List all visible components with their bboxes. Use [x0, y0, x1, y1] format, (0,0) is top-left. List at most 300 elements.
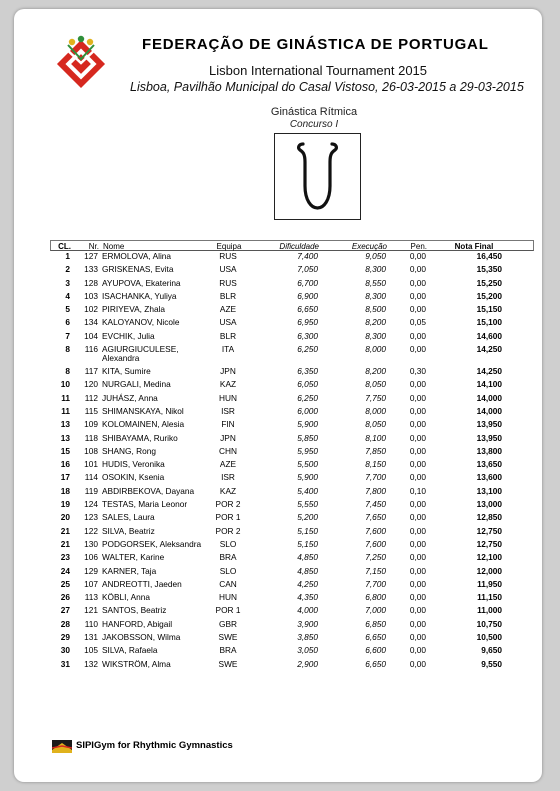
cell-cl: 6 — [65, 317, 70, 328]
cell-dif: 4,850 — [297, 552, 318, 563]
table-row — [50, 251, 534, 264]
cell-pen: 0,00 — [409, 525, 426, 536]
cell-cl: 2 — [65, 264, 70, 275]
tournament-title: Lisbon International Tournament 2015 — [208, 63, 428, 78]
cell-nr: 127 — [84, 251, 98, 261]
cell-final: 15,350 — [476, 264, 502, 275]
cell-cl: 8 — [65, 366, 70, 377]
cell-nr: 117 — [84, 366, 98, 377]
col-execution: Execução — [351, 242, 387, 251]
cell-dif: 3,050 — [297, 645, 318, 656]
cell-final: 9,550 — [481, 658, 502, 669]
cell-name: GRISKENAS, Evita — [102, 264, 174, 275]
cell-final: 12,750 — [476, 538, 502, 549]
table-row — [50, 552, 534, 565]
cell-cl: 8 — [65, 344, 70, 355]
cell-team: BRA — [219, 645, 237, 656]
cell-dif: 7,050 — [297, 264, 318, 275]
cell-team: AZE — [219, 304, 237, 315]
cell-exe: 8,000 — [365, 405, 386, 416]
cell-name-line2: Alexandra — [102, 353, 140, 364]
table-row — [50, 539, 534, 552]
cell-dif: 5,950 — [297, 445, 318, 456]
cell-final: 12,750 — [476, 525, 502, 536]
table-row — [50, 379, 534, 392]
cell-nr: 124 — [84, 499, 98, 510]
cell-pen: 0,00 — [409, 344, 426, 355]
table-row — [50, 446, 534, 459]
cell-pen: 0,00 — [409, 392, 426, 403]
cell-name: SHANG, Rong — [102, 445, 156, 456]
cell-team: ISR — [221, 472, 235, 483]
cell-name: NURGALI, Medina — [102, 379, 171, 390]
cell-exe: 8,100 — [365, 432, 386, 443]
cell-pen: 0,00 — [409, 277, 426, 288]
cell-pen: 0,00 — [409, 605, 426, 616]
cell-dif: 5,400 — [297, 485, 318, 496]
cell-team: BLR — [219, 330, 237, 341]
cell-exe: 7,250 — [365, 552, 386, 563]
cell-exe: 8,200 — [365, 366, 386, 377]
cell-dif: 5,500 — [297, 459, 318, 470]
cell-cl: 18 — [60, 485, 70, 496]
cell-team: SLO — [219, 565, 237, 576]
results-page — [14, 9, 542, 782]
cell-dif: 6,300 — [297, 330, 318, 341]
cell-final: 13,000 — [476, 499, 502, 510]
cell-nr: 128 — [84, 277, 98, 288]
cell-team: KAZ — [219, 485, 237, 496]
cell-team: CAN — [219, 578, 237, 589]
cell-name: AYUPOVA, Ekaterina — [102, 277, 181, 288]
discipline-label: Ginástica Rítmica — [270, 106, 358, 118]
cell-nr: 109 — [84, 419, 98, 430]
cell-final: 15,100 — [476, 317, 502, 328]
cell-dif: 6,250 — [297, 344, 318, 355]
cell-pen: 0,00 — [409, 538, 426, 549]
cell-dif: 4,850 — [297, 565, 318, 576]
cell-pen: 0,00 — [409, 645, 426, 656]
col-final: Nota Final — [454, 242, 494, 251]
cell-cl: 27 — [60, 605, 70, 616]
cell-team: HUN — [219, 392, 237, 403]
cell-pen: 0,00 — [409, 304, 426, 315]
cell-dif: 6,350 — [297, 366, 318, 377]
table-row — [50, 645, 534, 658]
cell-team: SLO — [219, 538, 237, 549]
cell-name: ANDREOTTI, Jaeden — [102, 578, 182, 589]
cell-cl: 19 — [60, 499, 70, 510]
cell-name: KITA, Sumire — [102, 366, 151, 377]
cell-exe: 7,150 — [365, 565, 386, 576]
col-nr: Nr. — [88, 242, 99, 251]
table-row — [50, 579, 534, 592]
cell-cl: 5 — [65, 304, 70, 315]
cell-exe: 6,650 — [365, 632, 386, 643]
cell-nr: 110 — [84, 618, 98, 629]
cell-pen: 0,00 — [409, 405, 426, 416]
cell-exe: 7,450 — [365, 499, 386, 510]
table-row — [50, 526, 534, 539]
cell-team: KAZ — [219, 379, 237, 390]
cell-nr: 113 — [84, 592, 98, 603]
cell-pen: 0,00 — [409, 632, 426, 643]
footer-text: SIPIGym for Rhythmic Gymnastics — [76, 740, 233, 751]
cell-pen: 0,00 — [409, 578, 426, 589]
cell-exe: 7,800 — [365, 485, 386, 496]
cell-pen: 0,00 — [409, 379, 426, 390]
col-team: Equipa — [216, 242, 242, 251]
cell-cl: 20 — [60, 512, 70, 523]
cell-cl: 29 — [60, 632, 70, 643]
cell-dif: 5,900 — [297, 472, 318, 483]
cell-nr: 119 — [84, 485, 98, 496]
cell-team: BLR — [219, 290, 237, 301]
cell-nr: 129 — [84, 565, 98, 576]
cell-dif: 3,900 — [297, 618, 318, 629]
cell-dif: 5,550 — [297, 499, 318, 510]
cell-team: FIN — [221, 419, 235, 430]
cell-cl: 21 — [60, 525, 70, 536]
cell-dif: 5,200 — [297, 512, 318, 523]
cell-final: 10,750 — [476, 618, 502, 629]
table-row — [50, 304, 534, 317]
cell-name: EVCHIK, Julia — [102, 330, 155, 341]
cell-nr: 131 — [84, 632, 98, 643]
cell-exe: 7,650 — [365, 512, 386, 523]
cell-pen: 0,00 — [409, 658, 426, 669]
cell-pen: 0,05 — [409, 317, 426, 328]
table-row — [50, 278, 534, 291]
cell-team: POR 2 — [215, 499, 241, 510]
cell-cl: 21 — [60, 538, 70, 549]
cell-nr: 133 — [84, 264, 98, 275]
cell-final: 14,000 — [476, 405, 502, 416]
cell-final: 11,950 — [477, 578, 502, 589]
cell-team: GBR — [219, 618, 237, 629]
cell-pen: 0,00 — [409, 512, 426, 523]
table-row — [50, 406, 534, 419]
cell-dif: 7,400 — [297, 251, 318, 261]
cell-exe: 7,700 — [365, 578, 386, 589]
cell-name: SILVA, Rafaela — [102, 645, 158, 656]
table-row — [50, 291, 534, 304]
cell-pen: 0,00 — [409, 565, 426, 576]
cell-nr: 115 — [84, 405, 98, 416]
results-table — [50, 240, 534, 672]
cell-nr: 132 — [84, 658, 98, 669]
cell-final: 11,150 — [477, 592, 502, 603]
cell-exe: 6,800 — [365, 592, 386, 603]
cell-exe: 8,150 — [365, 459, 386, 470]
cell-dif: 6,700 — [297, 277, 318, 288]
table-row — [50, 499, 534, 512]
cell-name: WALTER, Karine — [102, 552, 165, 563]
cell-final: 13,950 — [476, 419, 502, 430]
cell-nr: 105 — [84, 645, 98, 656]
cell-nr: 104 — [84, 330, 98, 341]
cell-cl: 31 — [60, 658, 70, 669]
cell-final: 15,200 — [476, 290, 502, 301]
cell-name: KARNER, Taja — [102, 565, 157, 576]
cell-name: SALES, Laura — [102, 512, 155, 523]
cell-dif: 4,000 — [297, 605, 318, 616]
cell-name: JUHÁSZ, Anna — [102, 392, 158, 403]
cell-team: RUS — [219, 251, 237, 261]
cell-team: HUN — [219, 592, 237, 603]
cell-pen: 0,00 — [409, 618, 426, 629]
cell-name: SANTOS, Beatriz — [102, 605, 167, 616]
cell-name: WIKSTRÖM, Alma — [102, 658, 171, 669]
cell-cl: 30 — [60, 645, 70, 656]
cell-pen: 0,00 — [409, 290, 426, 301]
cell-final: 14,250 — [476, 344, 502, 355]
cell-dif: 4,250 — [297, 578, 318, 589]
table-row — [50, 605, 534, 618]
cell-exe: 6,600 — [365, 645, 386, 656]
cell-cl: 15 — [60, 445, 70, 456]
cell-nr: 118 — [84, 432, 98, 443]
cell-exe: 7,000 — [365, 605, 386, 616]
cell-name: TESTAS, Maria Leonor — [102, 499, 188, 510]
table-row — [50, 592, 534, 605]
table-header — [50, 240, 534, 251]
cell-dif: 4,350 — [297, 592, 318, 603]
cell-pen: 0,30 — [409, 366, 426, 377]
cell-cl: 25 — [60, 578, 70, 589]
cell-team: ITA — [221, 344, 235, 355]
table-row — [50, 566, 534, 579]
table-row — [50, 331, 534, 344]
table-row — [50, 486, 534, 499]
cell-nr: 122 — [84, 525, 98, 536]
cell-team: ISR — [221, 405, 235, 416]
cell-dif: 6,900 — [297, 290, 318, 301]
cell-cl: 7 — [65, 330, 70, 341]
cell-dif: 5,150 — [297, 538, 318, 549]
federation-title: FEDERAÇÃO DE GINÁSTICA DE PORTUGAL — [142, 36, 489, 53]
cell-cl: 24 — [60, 565, 70, 576]
cell-exe: 8,500 — [365, 304, 386, 315]
cell-exe: 7,850 — [365, 445, 386, 456]
table-row — [50, 459, 534, 472]
cell-exe: 8,050 — [365, 379, 386, 390]
cell-exe: 9,050 — [365, 251, 386, 261]
cell-name: SHIBAYAMA, Ruriko — [102, 432, 178, 443]
cell-final: 12,000 — [476, 565, 502, 576]
cell-team: POR 1 — [215, 605, 241, 616]
cell-nr: 121 — [84, 605, 98, 616]
cell-name: KOLOMAINEN, Alesia — [102, 419, 185, 430]
cell-cl: 10 — [60, 379, 70, 390]
cell-final: 9,650 — [481, 645, 502, 656]
cell-exe: 8,300 — [365, 290, 386, 301]
cell-name: JAKOBSSON, Wilma — [102, 632, 181, 643]
cell-cl: 23 — [60, 552, 70, 563]
cell-pen: 0,00 — [409, 472, 426, 483]
cell-cl: 11 — [61, 392, 70, 403]
col-penalty: Pen. — [410, 242, 427, 251]
table-row — [50, 264, 534, 277]
cell-nr: 123 — [84, 512, 98, 523]
table-row — [50, 419, 534, 432]
cell-exe: 7,600 — [365, 538, 386, 549]
col-name: Nome — [103, 242, 125, 251]
cell-nr: 134 — [84, 317, 98, 328]
cell-dif: 3,850 — [297, 632, 318, 643]
cell-cl: 3 — [65, 277, 70, 288]
cell-name: OSOKIN, Ksenia — [102, 472, 165, 483]
competition-label: Concurso I — [289, 119, 339, 130]
cell-final: 13,650 — [476, 459, 502, 470]
cell-dif: 2,900 — [297, 658, 318, 669]
table-row — [50, 472, 534, 485]
cell-nr: 130 — [84, 538, 98, 549]
cell-cl: 13 — [60, 432, 70, 443]
cell-team: POR 2 — [215, 525, 241, 536]
cell-final: 14,100 — [476, 379, 502, 390]
cell-exe: 6,650 — [365, 658, 386, 669]
cell-nr: 102 — [84, 304, 98, 315]
cell-exe: 8,300 — [365, 330, 386, 341]
sipigym-logo-icon — [52, 740, 72, 753]
table-row — [50, 512, 534, 525]
cell-final: 13,100 — [476, 485, 502, 496]
table-row — [50, 619, 534, 632]
cell-final: 11,000 — [477, 605, 502, 616]
cell-exe: 7,600 — [365, 525, 386, 536]
cell-exe: 8,000 — [365, 344, 386, 355]
cell-cl: 28 — [60, 618, 70, 629]
cell-team: CHN — [219, 445, 237, 456]
cell-pen: 0,00 — [409, 592, 426, 603]
cell-name: AGIURGIUCULESE, — [102, 344, 179, 355]
cell-cl: 4 — [65, 290, 70, 301]
cell-name: KÖBLI, Anna — [102, 592, 150, 603]
cell-final: 14,600 — [476, 330, 502, 341]
cell-nr: 108 — [84, 445, 98, 456]
cell-team: USA — [219, 317, 237, 328]
table-row — [50, 317, 534, 330]
cell-exe: 7,750 — [365, 392, 386, 403]
cell-team: AZE — [219, 459, 237, 470]
table-row — [50, 393, 534, 406]
cell-pen: 0,00 — [409, 432, 426, 443]
col-cl: CL. — [58, 242, 71, 251]
cell-nr: 114 — [84, 472, 98, 483]
cell-nr: 103 — [84, 290, 98, 301]
cell-name: ISACHANKA, Yuliya — [102, 290, 177, 301]
cell-exe: 8,050 — [365, 419, 386, 430]
cell-pen: 0,10 — [409, 485, 426, 496]
cell-team: SWE — [218, 632, 238, 643]
cell-final: 12,850 — [476, 512, 502, 523]
cell-final: 16,450 — [476, 251, 502, 261]
cell-name: PIRIYEVA, Zhala — [102, 304, 166, 315]
table-row — [50, 433, 534, 446]
cell-team: JPN — [220, 432, 236, 443]
cell-pen: 0,00 — [409, 499, 426, 510]
cell-dif: 6,050 — [297, 379, 318, 390]
cell-final: 14,000 — [476, 392, 502, 403]
cell-name: ERMOLOVA, Alina — [102, 251, 172, 261]
cell-final: 13,950 — [476, 432, 502, 443]
cell-name: KALOYANOV, Nicole — [102, 317, 180, 328]
cell-final: 10,500 — [476, 632, 502, 643]
cell-dif: 6,000 — [297, 405, 318, 416]
cell-exe: 7,700 — [365, 472, 386, 483]
cell-team: JPN — [220, 366, 236, 377]
cell-cl: 1 — [65, 251, 70, 261]
cell-cl: 26 — [60, 592, 70, 603]
cell-nr: 107 — [84, 578, 98, 589]
cell-final: 13,600 — [476, 472, 502, 483]
cell-name: HANFORD, Abigail — [102, 618, 173, 629]
cell-team: SWE — [218, 658, 238, 669]
cell-pen: 0,00 — [409, 552, 426, 563]
cell-pen: 0,00 — [409, 419, 426, 430]
cell-exe: 8,300 — [365, 264, 386, 275]
cell-dif: 6,950 — [297, 317, 318, 328]
cell-cl: 11 — [61, 405, 70, 416]
table-row — [50, 632, 534, 645]
cell-final: 13,800 — [476, 445, 502, 456]
cell-dif: 6,250 — [297, 392, 318, 403]
col-difficulty: Dificuldade — [279, 242, 319, 251]
cell-exe: 8,200 — [365, 317, 386, 328]
cell-nr: 112 — [84, 392, 98, 403]
cell-final: 15,150 — [476, 304, 502, 315]
cell-nr: 101 — [84, 459, 98, 470]
cell-name: ABDIRBEKOVA, Dayana — [102, 485, 195, 496]
cell-cl: 17 — [60, 472, 70, 483]
cell-final: 15,250 — [476, 277, 502, 288]
cell-nr: 106 — [84, 552, 98, 563]
cell-dif: 5,850 — [297, 432, 318, 443]
cell-team: BRA — [219, 552, 237, 563]
cell-pen: 0,00 — [409, 459, 426, 470]
cell-dif: 5,900 — [297, 419, 318, 430]
cell-nr: 116 — [84, 344, 98, 355]
cell-pen: 0,00 — [409, 264, 426, 275]
venue-line: Lisboa, Pavilhão Municipal do Casal Vistoso, 26-03-2015 a 29-03-2015 — [130, 80, 524, 94]
cell-team: RUS — [219, 277, 237, 288]
cell-cl: 13 — [60, 419, 70, 430]
cell-pen: 0,00 — [409, 330, 426, 341]
cell-pen: 0,00 — [409, 251, 426, 261]
cell-pen: 0,00 — [409, 445, 426, 456]
cell-team: POR 1 — [215, 512, 241, 523]
table-row — [50, 659, 534, 672]
cell-nr: 120 — [84, 379, 98, 390]
cell-cl: 16 — [60, 459, 70, 470]
cell-final: 12,100 — [476, 552, 502, 563]
table-body — [50, 251, 534, 672]
cell-name: HUDIS, Veronika — [102, 459, 165, 470]
cell-name: PODGORSEK, Aleksandra — [102, 538, 202, 549]
cell-team: USA — [219, 264, 237, 275]
cell-final: 14,250 — [476, 366, 502, 377]
table-row — [50, 344, 534, 366]
cell-dif: 5,150 — [297, 525, 318, 536]
cell-name: SHIMANSKAYA, Nikol — [102, 405, 184, 416]
cell-exe: 6,850 — [365, 618, 386, 629]
cell-name: SILVA, Beatriz — [102, 525, 155, 536]
cell-exe: 8,550 — [365, 277, 386, 288]
table-row — [50, 366, 534, 379]
rope-apparatus-icon — [274, 133, 361, 220]
cell-dif: 6,650 — [297, 304, 318, 315]
